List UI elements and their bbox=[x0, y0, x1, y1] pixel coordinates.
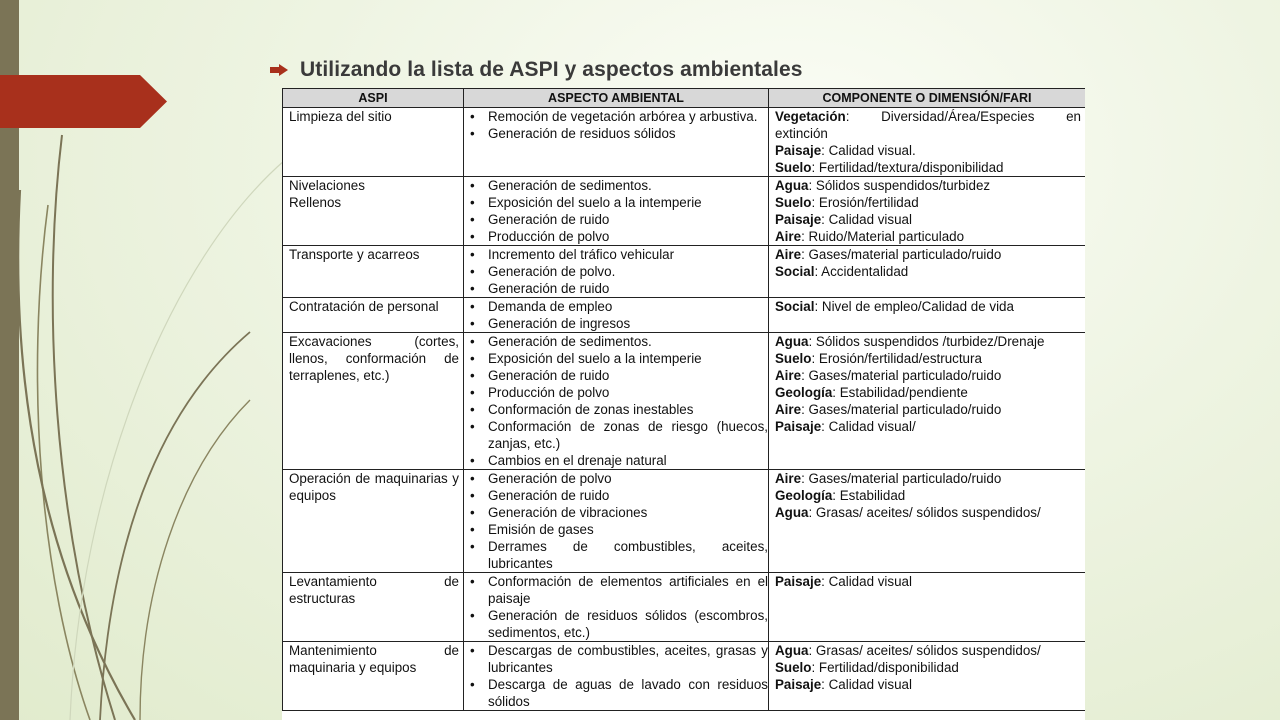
componente-label: Suelo bbox=[775, 160, 812, 175]
componente-line bbox=[775, 659, 1081, 676]
arrow-bullet-icon bbox=[270, 64, 288, 76]
componente-label: Suelo bbox=[775, 660, 812, 675]
componente-text: : Sólidos suspendidos/turbidez bbox=[808, 178, 991, 193]
componente-text: : Gases/material particulado/ruido bbox=[801, 471, 1002, 486]
list-item: • Conformación de zonas de riesgo (huecos, zanjas, etc.) bbox=[464, 418, 768, 452]
table-row bbox=[283, 642, 1086, 711]
componente-label: Paisaje bbox=[775, 677, 822, 692]
aspecto-cell bbox=[464, 333, 769, 470]
componente-label: Social bbox=[775, 299, 815, 314]
header-aspi: ASPI bbox=[283, 89, 464, 108]
list-item: • Exposición del suelo a la intemperie bbox=[464, 350, 768, 367]
componente-cell bbox=[769, 177, 1086, 246]
componente-line bbox=[775, 487, 1081, 504]
componente-label: Social bbox=[775, 264, 815, 279]
componente-line bbox=[775, 367, 1081, 384]
aspi-text: Transporte y acarreos bbox=[289, 247, 420, 262]
list-item: • Generación de residuos sólidos bbox=[464, 125, 768, 142]
componente-cell bbox=[769, 470, 1086, 573]
componente-label: Paisaje bbox=[775, 212, 822, 227]
componente-line bbox=[775, 676, 1081, 693]
componente-text: : Erosión/fertilidad bbox=[811, 195, 919, 210]
componente-label: Aire bbox=[775, 229, 802, 244]
componente-label: Geología bbox=[775, 488, 833, 503]
componente-line bbox=[775, 246, 1081, 263]
aspecto-cell bbox=[464, 470, 769, 573]
componente-line bbox=[775, 142, 1081, 159]
aspecto-cell bbox=[464, 108, 769, 177]
componente-line bbox=[775, 228, 1081, 245]
componente-line bbox=[775, 298, 1081, 315]
componente-text: : Fertilidad/disponibilidad bbox=[811, 660, 959, 675]
list-item: • Generación de polvo. bbox=[464, 263, 768, 280]
componente-cell bbox=[769, 333, 1086, 470]
slide-title-row bbox=[270, 58, 803, 82]
table-row bbox=[283, 573, 1086, 642]
aspecto-list bbox=[464, 333, 768, 469]
list-item: • Cambios en el drenaje natural bbox=[464, 452, 768, 469]
componente-label: Paisaje bbox=[775, 143, 822, 158]
componente-text: : Grasas/ aceites/ sólidos suspendidos/ bbox=[808, 505, 1041, 520]
list-item: • Descarga de aguas de lavado con residuos sólidos bbox=[464, 676, 768, 710]
aspi-cell bbox=[283, 298, 464, 333]
list-item: • Generación de ruido bbox=[464, 367, 768, 384]
componente-label: Aire bbox=[775, 402, 802, 417]
aspi-text: Contratación de personal bbox=[289, 299, 439, 314]
componente-line bbox=[775, 350, 1081, 367]
aspecto-cell bbox=[464, 177, 769, 246]
componente-label: Aire bbox=[775, 471, 802, 486]
componente-line bbox=[775, 108, 1081, 142]
componente-label: Vegetación bbox=[775, 109, 846, 124]
componente-label: Agua bbox=[775, 178, 809, 193]
componente-text: : Gases/material particulado/ruido bbox=[801, 368, 1002, 383]
aspi-table bbox=[282, 88, 1085, 711]
list-item: • Derrames de combustibles, aceites, lubricantes bbox=[464, 538, 768, 572]
componente-line bbox=[775, 384, 1081, 401]
aspi-cell bbox=[283, 333, 464, 470]
componente-text: : Accidentalidad bbox=[814, 264, 909, 279]
aspecto-cell bbox=[464, 246, 769, 298]
componente-line bbox=[775, 470, 1081, 487]
componente-label: Aire bbox=[775, 247, 802, 262]
slide-title: Utilizando la lista de ASPI y aspectos ambientales bbox=[300, 58, 803, 81]
list-item: • Generación de ruido bbox=[464, 487, 768, 504]
componente-text: : Calidad visual bbox=[821, 677, 912, 692]
componente-text: : Calidad visual. bbox=[821, 143, 916, 158]
aspecto-cell bbox=[464, 573, 769, 642]
componente-text: : Gases/material particulado/ruido bbox=[801, 247, 1002, 262]
componente-label: Paisaje bbox=[775, 419, 822, 434]
aspi-text: Rellenos bbox=[289, 195, 342, 210]
componente-cell bbox=[769, 642, 1086, 711]
componente-line bbox=[775, 194, 1081, 211]
componente-label: Agua bbox=[775, 334, 809, 349]
componente-line bbox=[775, 401, 1081, 418]
aspi-cell bbox=[283, 246, 464, 298]
componente-text: : Grasas/ aceites/ sólidos suspendidos/ bbox=[808, 643, 1041, 658]
table-row bbox=[283, 177, 1086, 246]
componente-line bbox=[775, 211, 1081, 228]
list-item: • Generación de ruido bbox=[464, 211, 768, 228]
componente-cell bbox=[769, 108, 1086, 177]
list-item: • Producción de polvo bbox=[464, 384, 768, 401]
componente-line bbox=[775, 418, 1081, 435]
aspi-cell bbox=[283, 642, 464, 711]
aspi-text: Mantenimiento de maquinaria y equipos bbox=[289, 643, 459, 675]
list-item: • Demanda de empleo bbox=[464, 298, 768, 315]
componente-line bbox=[775, 504, 1081, 521]
aspi-text: Limpieza del sitio bbox=[289, 109, 392, 124]
componente-text: : Calidad visual bbox=[821, 212, 912, 227]
list-item: • Generación de vibraciones bbox=[464, 504, 768, 521]
list-item: • Conformación de elementos artificiales en el paisaje bbox=[464, 573, 768, 607]
header-componente: COMPONENTE O DIMENSIÓN/FARI bbox=[769, 89, 1086, 108]
aspi-cell bbox=[283, 573, 464, 642]
componente-text: : Calidad visual bbox=[821, 574, 912, 589]
componente-text: : Estabilidad/pendiente bbox=[832, 385, 968, 400]
aspecto-list bbox=[464, 246, 768, 297]
table-row bbox=[283, 246, 1086, 298]
list-item: • Emisión de gases bbox=[464, 521, 768, 538]
aspi-text: Levantamiento de estructuras bbox=[289, 574, 459, 606]
red-arrow-banner bbox=[0, 75, 167, 128]
list-item: • Incremento del tráfico vehicular bbox=[464, 246, 768, 263]
list-item: • Remoción de vegetación arbórea y arbustiva. bbox=[464, 108, 768, 125]
table-header-row bbox=[283, 89, 1086, 108]
componente-text: : Nivel de empleo/Calidad de vida bbox=[814, 299, 1014, 314]
list-item: • Generación de sedimentos. bbox=[464, 177, 768, 194]
header-aspecto-ambiental: ASPECTO AMBIENTAL bbox=[464, 89, 769, 108]
aspi-cell bbox=[283, 108, 464, 177]
aspecto-list bbox=[464, 108, 768, 142]
list-item: • Generación de polvo bbox=[464, 470, 768, 487]
table-row bbox=[283, 298, 1086, 333]
aspi-cell bbox=[283, 177, 464, 246]
componente-text: : Fertilidad/textura/disponibilidad bbox=[811, 160, 1004, 175]
table-row bbox=[283, 108, 1086, 177]
componente-line bbox=[775, 159, 1081, 176]
componente-text: : Sólidos suspendidos /turbidez/Drenaje bbox=[808, 334, 1045, 349]
componente-line bbox=[775, 177, 1081, 194]
componente-label: Aire bbox=[775, 368, 802, 383]
componente-text: : Diversidad/Área/Especies en extinción bbox=[775, 109, 1081, 141]
aspecto-list bbox=[464, 642, 768, 710]
componente-label: Suelo bbox=[775, 195, 812, 210]
componente-line bbox=[775, 333, 1081, 350]
componente-label: Paisaje bbox=[775, 574, 822, 589]
aspecto-list bbox=[464, 177, 768, 245]
list-item: • Generación de sedimentos. bbox=[464, 333, 768, 350]
componente-label: Geología bbox=[775, 385, 833, 400]
aspi-table-container bbox=[282, 88, 1085, 720]
componente-line bbox=[775, 642, 1081, 659]
componente-text: : Calidad visual/ bbox=[821, 419, 916, 434]
list-item: • Generación de residuos sólidos (escombros, sedimentos, etc.) bbox=[464, 607, 768, 641]
list-item: • Exposición del suelo a la intemperie bbox=[464, 194, 768, 211]
componente-cell bbox=[769, 246, 1086, 298]
aspi-text: Nivelaciones bbox=[289, 178, 365, 193]
componente-cell bbox=[769, 573, 1086, 642]
aspecto-list bbox=[464, 573, 768, 641]
aspi-text: Excavaciones (cortes, llenos, conformación de terraplenes, etc.) bbox=[289, 334, 459, 383]
componente-label: Agua bbox=[775, 505, 809, 520]
table-row bbox=[283, 470, 1086, 573]
componente-text: : Estabilidad bbox=[832, 488, 906, 503]
componente-cell bbox=[769, 298, 1086, 333]
aspecto-list bbox=[464, 470, 768, 572]
list-item: • Descargas de combustibles, aceites, grasas y lubricantes bbox=[464, 642, 768, 676]
componente-label: Agua bbox=[775, 643, 809, 658]
componente-text: : Ruido/Material particulado bbox=[801, 229, 965, 244]
componente-line bbox=[775, 263, 1081, 280]
componente-text: : Erosión/fertilidad/estructura bbox=[811, 351, 982, 366]
aspi-cell bbox=[283, 470, 464, 573]
aspecto-cell bbox=[464, 298, 769, 333]
aspecto-list bbox=[464, 298, 768, 332]
table-row bbox=[283, 333, 1086, 470]
aspecto-cell bbox=[464, 642, 769, 711]
componente-line bbox=[775, 573, 1081, 590]
componente-label: Suelo bbox=[775, 351, 812, 366]
componente-text: : Gases/material particulado/ruido bbox=[801, 402, 1002, 417]
list-item: • Generación de ingresos bbox=[464, 315, 768, 332]
list-item: • Conformación de zonas inestables bbox=[464, 401, 768, 418]
list-item: • Generación de ruido bbox=[464, 280, 768, 297]
aspi-text: Operación de maquinarias y equipos bbox=[289, 471, 459, 503]
list-item: • Producción de polvo bbox=[464, 228, 768, 245]
